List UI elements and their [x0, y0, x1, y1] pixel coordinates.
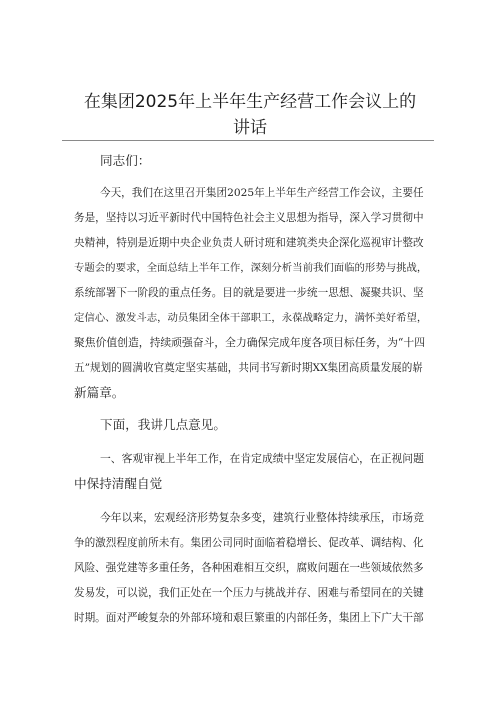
paragraph-1-line-4: 专题会的要求，全面总结上半年工作，深刻分析当前我们面临的形势与挑战，	[74, 262, 428, 274]
paragraph-3-line-1: 今年以来，宏观经济形势复杂多变，建筑行业整体持续承压，市场竞	[100, 511, 424, 524]
paragraph-1-line-2: 务是，坚持以习近平新时代中国特色社会主义思想为指导，深入学习贯彻中	[74, 212, 424, 224]
document-title-line-2: 讲话	[233, 118, 267, 138]
paragraph-1-line-8: 五”规划的圆满收官奠定坚实基础，共同书写新时期XX集团高质量发展的崭	[74, 362, 423, 374]
paragraph-3-line-5: 时期。面对严峻复杂的外部环境和艰巨繁重的内部任务，集团上下广大干部	[74, 612, 424, 624]
paragraph-3-line-3: 风险、强党建等多重任务，各种困难相互交织，腐败问题在一些领域依然多	[74, 562, 424, 574]
paragraph-3-line-4: 发易发，可以说，我们正处在一个压力与挑战并存、困难与希望同在的关键	[74, 587, 424, 599]
section-1-heading-line-1: 一、客观审视上半年工作，在肯定成绩中坚定发展信心，在正视问题	[100, 452, 424, 465]
paragraph-2: 下面，我讲几点意见。	[100, 417, 226, 432]
paragraph-1-line-1: 今天，我们在这里召开集团2025年上半年生产经营工作会议，主要任	[100, 187, 424, 199]
paragraph-1-line-6: 定信心、激发斗志，动员集团全体干部职工，永葆战略定力，满怀美好希望，	[74, 312, 428, 324]
title-divider	[62, 140, 434, 141]
salutation: 同志们：	[100, 153, 151, 168]
document-title-line-1: 在集团2025年上半年生产经营工作会议上的	[83, 92, 417, 112]
section-1-heading-line-2: 中保持清醒自觉	[74, 476, 163, 491]
paragraph-1-line-7: 聚焦价值创造，持续顽强奋斗，全力确保完成年度各项目标任务，为“十四	[74, 336, 426, 349]
paragraph-3-line-2: 争的激烈程度前所未有。集团公司同时面临着稳增长、促改革、调结构、化	[74, 537, 424, 549]
paragraph-1-line-5: 系统部署下一阶段的重点任务。目的就是要进一步统一思想、凝聚共识、坚	[74, 287, 424, 299]
paragraph-1-line-9: 新篇章。	[74, 385, 125, 400]
paragraph-1-line-3: 央精神，特别是近期中央企业负责人研讨班和建筑类央企深化巡视审计整改	[74, 237, 424, 249]
